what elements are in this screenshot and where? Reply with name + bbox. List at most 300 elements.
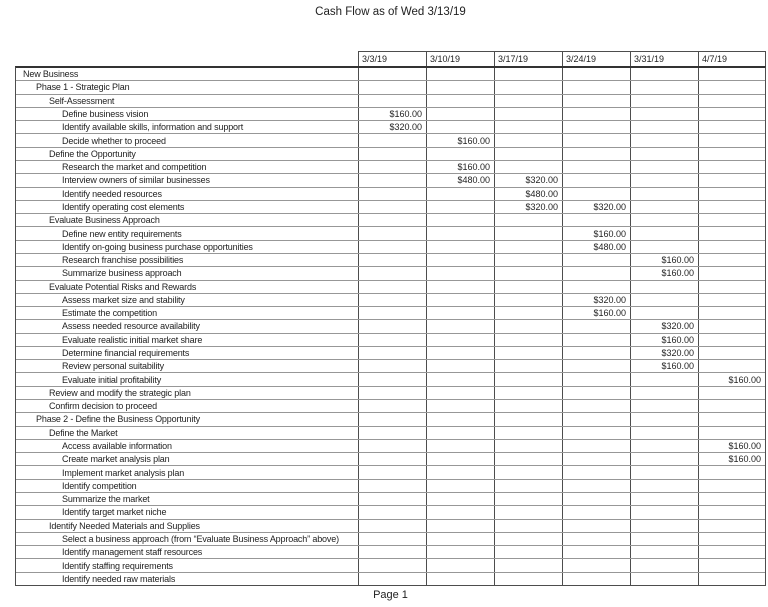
task-name-cell: Define the Opportunity [49, 148, 136, 159]
cost-cell [698, 214, 765, 226]
table-row [16, 200, 765, 213]
cost-cell [358, 241, 426, 253]
cost-cell [630, 281, 698, 293]
cost-cell [698, 466, 765, 478]
table-row [16, 479, 765, 492]
cost-cell [630, 108, 698, 120]
cost-cell: $160.00 [562, 227, 630, 239]
cost-cell [494, 506, 562, 518]
cost-cell [698, 188, 765, 200]
cost-cell [698, 121, 765, 133]
cost-cell [426, 427, 494, 439]
cost-cell [426, 347, 494, 359]
cost-cell [630, 95, 698, 107]
table-row [16, 386, 765, 399]
table-row [16, 120, 765, 133]
cost-cell: $160.00 [426, 134, 494, 146]
cost-cell [630, 201, 698, 213]
cost-cell [358, 347, 426, 359]
cost-cell [426, 400, 494, 412]
cost-cell [698, 161, 765, 173]
cost-cell [562, 427, 630, 439]
cost-cell [358, 161, 426, 173]
cost-cell [358, 559, 426, 571]
cost-cell: $320.00 [494, 174, 562, 186]
cost-cell [630, 453, 698, 465]
cost-cell [562, 134, 630, 146]
cost-cell [698, 201, 765, 213]
cost-cell [358, 373, 426, 385]
cost-cell [562, 559, 630, 571]
cost-cell [494, 559, 562, 571]
cost-cell [426, 95, 494, 107]
page-footer: Page 1 [373, 589, 408, 601]
cost-cell [630, 134, 698, 146]
task-name-cell: Evaluate initial profitability [62, 374, 162, 385]
cost-cell [630, 121, 698, 133]
task-name-cell: Select a business approach (from “Evaluate Business Approach” above) [62, 533, 339, 544]
cost-cell [494, 360, 562, 372]
cost-cell [358, 81, 426, 93]
cost-cell [630, 387, 698, 399]
task-name-cell: Estimate the competition [62, 308, 157, 319]
task-name-cell: Identify needed raw materials [62, 573, 176, 584]
cost-cell [698, 307, 765, 319]
cost-cell: $160.00 [562, 307, 630, 319]
task-name-cell: Access available information [62, 441, 172, 452]
cost-cell [630, 400, 698, 412]
cost-cell: $320.00 [630, 320, 698, 332]
table-row [16, 107, 765, 120]
cost-cell [494, 453, 562, 465]
cost-cell [426, 453, 494, 465]
cost-cell [494, 81, 562, 93]
cost-cell [358, 520, 426, 532]
cost-cell [426, 320, 494, 332]
cost-cell [562, 453, 630, 465]
cost-cell [358, 334, 426, 346]
cost-cell [494, 400, 562, 412]
cost-cell [562, 174, 630, 186]
cost-cell [426, 121, 494, 133]
cost-cell [630, 214, 698, 226]
cost-cell [358, 453, 426, 465]
cost-cell [426, 108, 494, 120]
cost-cell [426, 387, 494, 399]
cost-cell [494, 320, 562, 332]
task-name-cell: Review personal suitability [62, 361, 164, 372]
cost-cell [358, 95, 426, 107]
task-name-cell: Determine financial requirements [62, 348, 190, 359]
cost-cell [698, 347, 765, 359]
cost-cell [562, 533, 630, 545]
cost-cell [426, 573, 494, 585]
task-name-cell: Define new entity requirements [62, 228, 182, 239]
cost-cell [426, 546, 494, 558]
cost-cell: $320.00 [562, 201, 630, 213]
cost-cell [562, 387, 630, 399]
task-name-cell: Assess needed resource availability [62, 321, 200, 332]
cost-cell [562, 573, 630, 585]
cost-cell [630, 480, 698, 492]
task-name-cell: Identify on-going business purchase opportunities [62, 241, 253, 252]
cost-cell [698, 134, 765, 146]
cost-cell [358, 546, 426, 558]
table-row [16, 80, 765, 93]
cost-cell [494, 373, 562, 385]
cost-cell [358, 254, 426, 266]
table-row [16, 293, 765, 306]
cost-cell [698, 360, 765, 372]
cost-cell [358, 148, 426, 160]
cost-cell [562, 334, 630, 346]
cost-cell [562, 546, 630, 558]
cost-cell [494, 267, 562, 279]
cost-cell [494, 573, 562, 585]
cost-cell [494, 294, 562, 306]
task-name-cell: Review and modify the strategic plan [49, 387, 191, 398]
table-row [16, 213, 765, 226]
table-row [16, 399, 765, 412]
cost-cell [358, 480, 426, 492]
cost-cell [358, 360, 426, 372]
cost-cell [358, 320, 426, 332]
cost-cell: $480.00 [494, 188, 562, 200]
cost-cell [698, 573, 765, 585]
cost-cell [562, 520, 630, 532]
cost-cell: $160.00 [630, 334, 698, 346]
cost-cell [358, 427, 426, 439]
table-row [16, 253, 765, 266]
cost-cell [494, 427, 562, 439]
cost-cell [562, 95, 630, 107]
cost-cell [562, 108, 630, 120]
table-row [16, 240, 765, 253]
cost-cell [562, 81, 630, 93]
cost-cell [698, 520, 765, 532]
cost-cell [358, 134, 426, 146]
cost-cell [426, 466, 494, 478]
table-row [16, 532, 765, 545]
task-name-cell: Identify available skills, information and support [62, 122, 244, 133]
cost-cell [698, 480, 765, 492]
cost-cell [358, 387, 426, 399]
cost-cell [426, 68, 494, 80]
cost-cell [562, 413, 630, 425]
cost-cell [494, 480, 562, 492]
cost-cell [426, 267, 494, 279]
table-row [16, 333, 765, 346]
table-row [16, 359, 765, 372]
cost-cell [426, 148, 494, 160]
cost-cell: $160.00 [630, 360, 698, 372]
cost-cell [630, 188, 698, 200]
table-row [16, 133, 765, 146]
cost-cell [358, 493, 426, 505]
cost-cell [698, 413, 765, 425]
cost-cell [630, 68, 698, 80]
cost-cell [494, 546, 562, 558]
cost-cell [630, 174, 698, 186]
cost-cell [698, 68, 765, 80]
cost-cell [630, 148, 698, 160]
task-name-cell: Identify management staff resources [62, 547, 203, 558]
cost-cell [358, 188, 426, 200]
cost-cell [698, 148, 765, 160]
table-row [16, 160, 765, 173]
task-name-cell: Create market analysis plan [62, 454, 170, 465]
table-row [16, 173, 765, 186]
cost-cell [426, 520, 494, 532]
cost-cell [562, 466, 630, 478]
task-name-cell: Confirm decision to proceed [49, 401, 158, 412]
cost-cell [358, 533, 426, 545]
cost-cell [426, 307, 494, 319]
cost-cell [630, 413, 698, 425]
cost-cell [358, 214, 426, 226]
table-row [16, 94, 765, 107]
cost-cell [562, 360, 630, 372]
table-row [16, 439, 765, 452]
cost-cell [562, 347, 630, 359]
cost-cell [358, 201, 426, 213]
cost-cell [698, 174, 765, 186]
table-row [16, 147, 765, 160]
cost-cell [630, 506, 698, 518]
cost-cell [630, 294, 698, 306]
table-row [16, 266, 765, 279]
cost-cell [698, 108, 765, 120]
cost-cell [426, 440, 494, 452]
cost-cell [358, 267, 426, 279]
cost-cell [494, 121, 562, 133]
task-name-cell: Phase 2 - Define the Business Opportunity [36, 414, 200, 425]
cost-cell [698, 320, 765, 332]
table-row [16, 492, 765, 505]
table-row [16, 572, 765, 585]
cost-cell [698, 546, 765, 558]
cost-cell [358, 400, 426, 412]
cost-cell [630, 161, 698, 173]
cost-cell [494, 413, 562, 425]
table-row [16, 505, 765, 518]
cost-cell [562, 267, 630, 279]
cost-cell [426, 373, 494, 385]
table-row [16, 545, 765, 558]
cost-cell [698, 334, 765, 346]
table-row [16, 372, 765, 385]
cost-cell: $160.00 [630, 254, 698, 266]
cost-cell [494, 148, 562, 160]
task-name-cell: Decide whether to proceed [62, 135, 166, 146]
date-column-header: 3/17/19 [494, 51, 562, 66]
cost-cell [698, 387, 765, 399]
cost-cell [426, 559, 494, 571]
task-name-cell: Evaluate realistic initial market share [62, 334, 203, 345]
cost-cell [426, 254, 494, 266]
cost-cell [698, 427, 765, 439]
cost-cell [494, 281, 562, 293]
cost-cell [630, 559, 698, 571]
cost-cell [562, 148, 630, 160]
cost-cell [426, 360, 494, 372]
task-name-cell: New Business [23, 69, 79, 80]
task-name-cell: Self-Assessment [49, 95, 115, 106]
cost-cell [630, 241, 698, 253]
cost-cell [562, 373, 630, 385]
cost-cell: $320.00 [494, 201, 562, 213]
cost-cell [494, 227, 562, 239]
cost-cell [494, 520, 562, 532]
cost-cell [358, 68, 426, 80]
date-column-header: 3/24/19 [562, 51, 630, 66]
cost-cell [358, 281, 426, 293]
cost-cell [494, 161, 562, 173]
report-title: Cash Flow as of Wed 3/13/19 [315, 6, 466, 18]
cost-cell: $160.00 [358, 108, 426, 120]
cost-cell [630, 533, 698, 545]
cost-cell [494, 254, 562, 266]
cost-cell [494, 214, 562, 226]
task-name-cell: Identify operating cost elements [62, 201, 185, 212]
cost-cell [698, 493, 765, 505]
cost-cell [630, 427, 698, 439]
date-column-header: 3/31/19 [630, 51, 698, 66]
cost-cell [562, 161, 630, 173]
table-row [16, 187, 765, 200]
table-row [16, 465, 765, 478]
cost-cell [426, 294, 494, 306]
cost-cell [562, 480, 630, 492]
cost-cell [698, 533, 765, 545]
cost-cell [358, 440, 426, 452]
cost-cell [630, 227, 698, 239]
table-row [16, 412, 765, 425]
cost-cell [698, 227, 765, 239]
cost-cell [358, 307, 426, 319]
cost-cell [562, 493, 630, 505]
task-name-cell: Summarize business approach [62, 268, 182, 279]
task-name-cell: Summarize the market [62, 494, 150, 505]
cost-cell: $160.00 [426, 161, 494, 173]
cost-cell [698, 267, 765, 279]
cost-cell [698, 95, 765, 107]
table-row [16, 426, 765, 439]
cost-cell [426, 480, 494, 492]
cost-cell [426, 227, 494, 239]
cost-cell [494, 95, 562, 107]
cost-cell [358, 174, 426, 186]
cost-cell [562, 440, 630, 452]
cost-cell [426, 533, 494, 545]
task-name-cell: Identify competition [62, 480, 137, 491]
cost-cell: $320.00 [562, 294, 630, 306]
cost-cell [562, 214, 630, 226]
task-name-cell: Evaluate Potential Risks and Rewards [49, 281, 197, 292]
cost-cell [562, 188, 630, 200]
cost-cell [698, 254, 765, 266]
cashflow-table-body [15, 66, 766, 586]
date-column-header: 3/10/19 [426, 51, 494, 66]
task-name-cell: Research the market and competition [62, 162, 207, 173]
cost-cell [494, 440, 562, 452]
cost-cell [494, 493, 562, 505]
cost-cell [562, 281, 630, 293]
table-row [16, 68, 765, 80]
cost-cell [630, 466, 698, 478]
cost-cell [562, 506, 630, 518]
cost-cell [426, 241, 494, 253]
cost-cell [358, 573, 426, 585]
cost-cell [562, 320, 630, 332]
cost-cell: $320.00 [358, 121, 426, 133]
date-column-header: 4/7/19 [698, 51, 766, 66]
table-row [16, 558, 765, 571]
cost-cell [426, 214, 494, 226]
task-name-cell: Phase 1 - Strategic Plan [36, 82, 130, 93]
cost-cell [426, 506, 494, 518]
table-row [16, 319, 765, 332]
cost-cell [494, 108, 562, 120]
task-name-cell: Identify Needed Materials and Supplies [49, 520, 200, 531]
date-header-row [358, 51, 766, 66]
cost-cell [426, 281, 494, 293]
cost-cell [698, 506, 765, 518]
task-name-cell: Interview owners of similar businesses [62, 175, 210, 186]
cost-cell [562, 68, 630, 80]
task-name-cell: Identify target market niche [62, 507, 167, 518]
table-row [16, 346, 765, 359]
cost-cell [630, 493, 698, 505]
cost-cell [494, 134, 562, 146]
task-name-cell: Identify needed resources [62, 188, 162, 199]
cost-cell [358, 413, 426, 425]
cost-cell [426, 81, 494, 93]
cost-cell [426, 334, 494, 346]
cost-cell [426, 201, 494, 213]
table-row [16, 280, 765, 293]
cost-cell [630, 520, 698, 532]
cost-cell [698, 400, 765, 412]
cost-cell [358, 227, 426, 239]
cost-cell [630, 81, 698, 93]
cost-cell [494, 347, 562, 359]
cost-cell [630, 546, 698, 558]
task-name-cell: Assess market size and stability [62, 294, 185, 305]
cost-cell: $480.00 [562, 241, 630, 253]
cost-cell: $320.00 [630, 347, 698, 359]
cost-cell [698, 294, 765, 306]
cost-cell [494, 334, 562, 346]
cost-cell [698, 281, 765, 293]
task-name-cell: Define the Market [49, 427, 118, 438]
cost-cell [630, 307, 698, 319]
cost-cell: $160.00 [698, 373, 765, 385]
task-name-cell: Identify staffing requirements [62, 560, 173, 571]
cost-cell [630, 373, 698, 385]
cost-cell: $160.00 [630, 267, 698, 279]
cost-cell [426, 493, 494, 505]
table-row [16, 306, 765, 319]
cost-cell: $160.00 [698, 453, 765, 465]
date-column-header: 3/3/19 [358, 51, 426, 66]
cost-cell [494, 307, 562, 319]
cost-cell [698, 241, 765, 253]
table-row [16, 226, 765, 239]
cost-cell: $160.00 [698, 440, 765, 452]
cost-cell [358, 294, 426, 306]
cost-cell [698, 559, 765, 571]
